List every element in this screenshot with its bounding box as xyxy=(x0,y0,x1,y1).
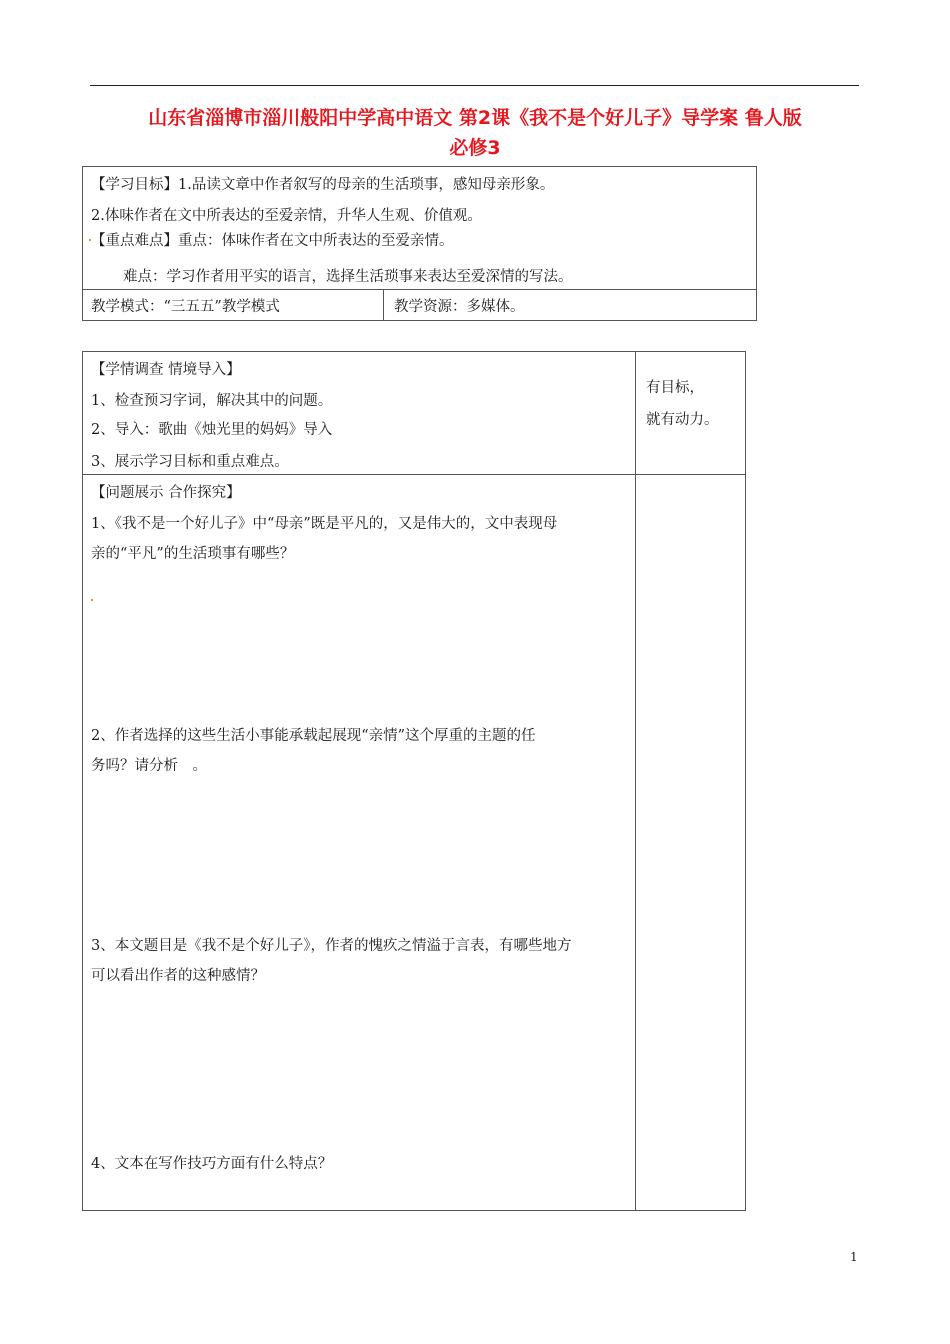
header-rule xyxy=(90,85,859,86)
question-4: 4、文本在写作技巧方面有什么特点？ xyxy=(91,1156,333,1172)
question-3-line2: 可以看出作者的这种感情？ xyxy=(91,968,265,984)
learning-goal-2: 2.体味作者在文中所表达的至爱亲情，升华人生观、价值观。 xyxy=(91,208,482,224)
question-2-line1: 2、作者选择的这些生活小事能承载起展现“亲情”这个厚重的主题的任 xyxy=(91,728,536,744)
teaching-mode: 教学模式：“三五五”教学模式 xyxy=(91,299,280,315)
list-item: 1、检查预习字词，解决其中的问题。 xyxy=(91,393,333,409)
question-1-line2: 亲的“平凡”的生活琐事有哪些？ xyxy=(91,546,295,562)
question-3-line1: 3、本文题目是《我不是个好儿子》，作者的愧疚之情溢于言表，有哪些地方 xyxy=(91,938,572,954)
teaching-resources: 教学资源：多媒体。 xyxy=(394,299,525,315)
artifact-dot xyxy=(89,239,91,241)
note-cell xyxy=(636,352,745,474)
side-note-line2: 就有动力。 xyxy=(646,412,719,428)
resources-cell xyxy=(384,290,756,320)
page-number: 1 xyxy=(850,1250,858,1264)
list-item: 2、导入：歌曲《烛光里的妈妈》导入 xyxy=(91,422,333,438)
difficult-point: 难点：学习作者用平实的语言，选择生活琐事来表达至爱深情的写法。 xyxy=(123,269,573,285)
section-heading-intro: 【学情调查 情境导入】 xyxy=(91,362,241,378)
learning-goal-1: 【学习目标】1.品读文章中作者叙写的母亲的生活琐事，感知母亲形象。 xyxy=(91,177,555,193)
inquiry-note-cell xyxy=(636,475,745,1210)
inquiry-cell xyxy=(83,475,635,1210)
question-1-line1: 1、《我不是一个好儿子》中“母亲”既是平凡的，又是伟大的，文中表现母 xyxy=(91,516,558,532)
goals-table xyxy=(82,166,757,321)
doc-title: 山东省淄博市淄川般阳中学高中语文 第2课《我不是个好儿子》导学案 鲁人版 xyxy=(148,107,802,129)
question-2-line2: 务吗？请分析 。 xyxy=(91,758,207,774)
goals-cell xyxy=(83,167,756,289)
list-item: 3、展示学习目标和重点难点。 xyxy=(91,454,289,470)
section-heading-inquiry: 【问题展示 合作探究】 xyxy=(91,485,241,501)
side-note-line1: 有目标， xyxy=(646,380,704,396)
key-point: 【重点难点】重点：体味作者在文中所表达的至爱亲情。 xyxy=(91,233,454,249)
intro-cell xyxy=(83,352,635,474)
doc-title-cont: 必修3 xyxy=(449,137,501,159)
main-table xyxy=(82,351,746,1211)
artifact-dot xyxy=(91,599,93,601)
mode-cell xyxy=(83,290,383,320)
